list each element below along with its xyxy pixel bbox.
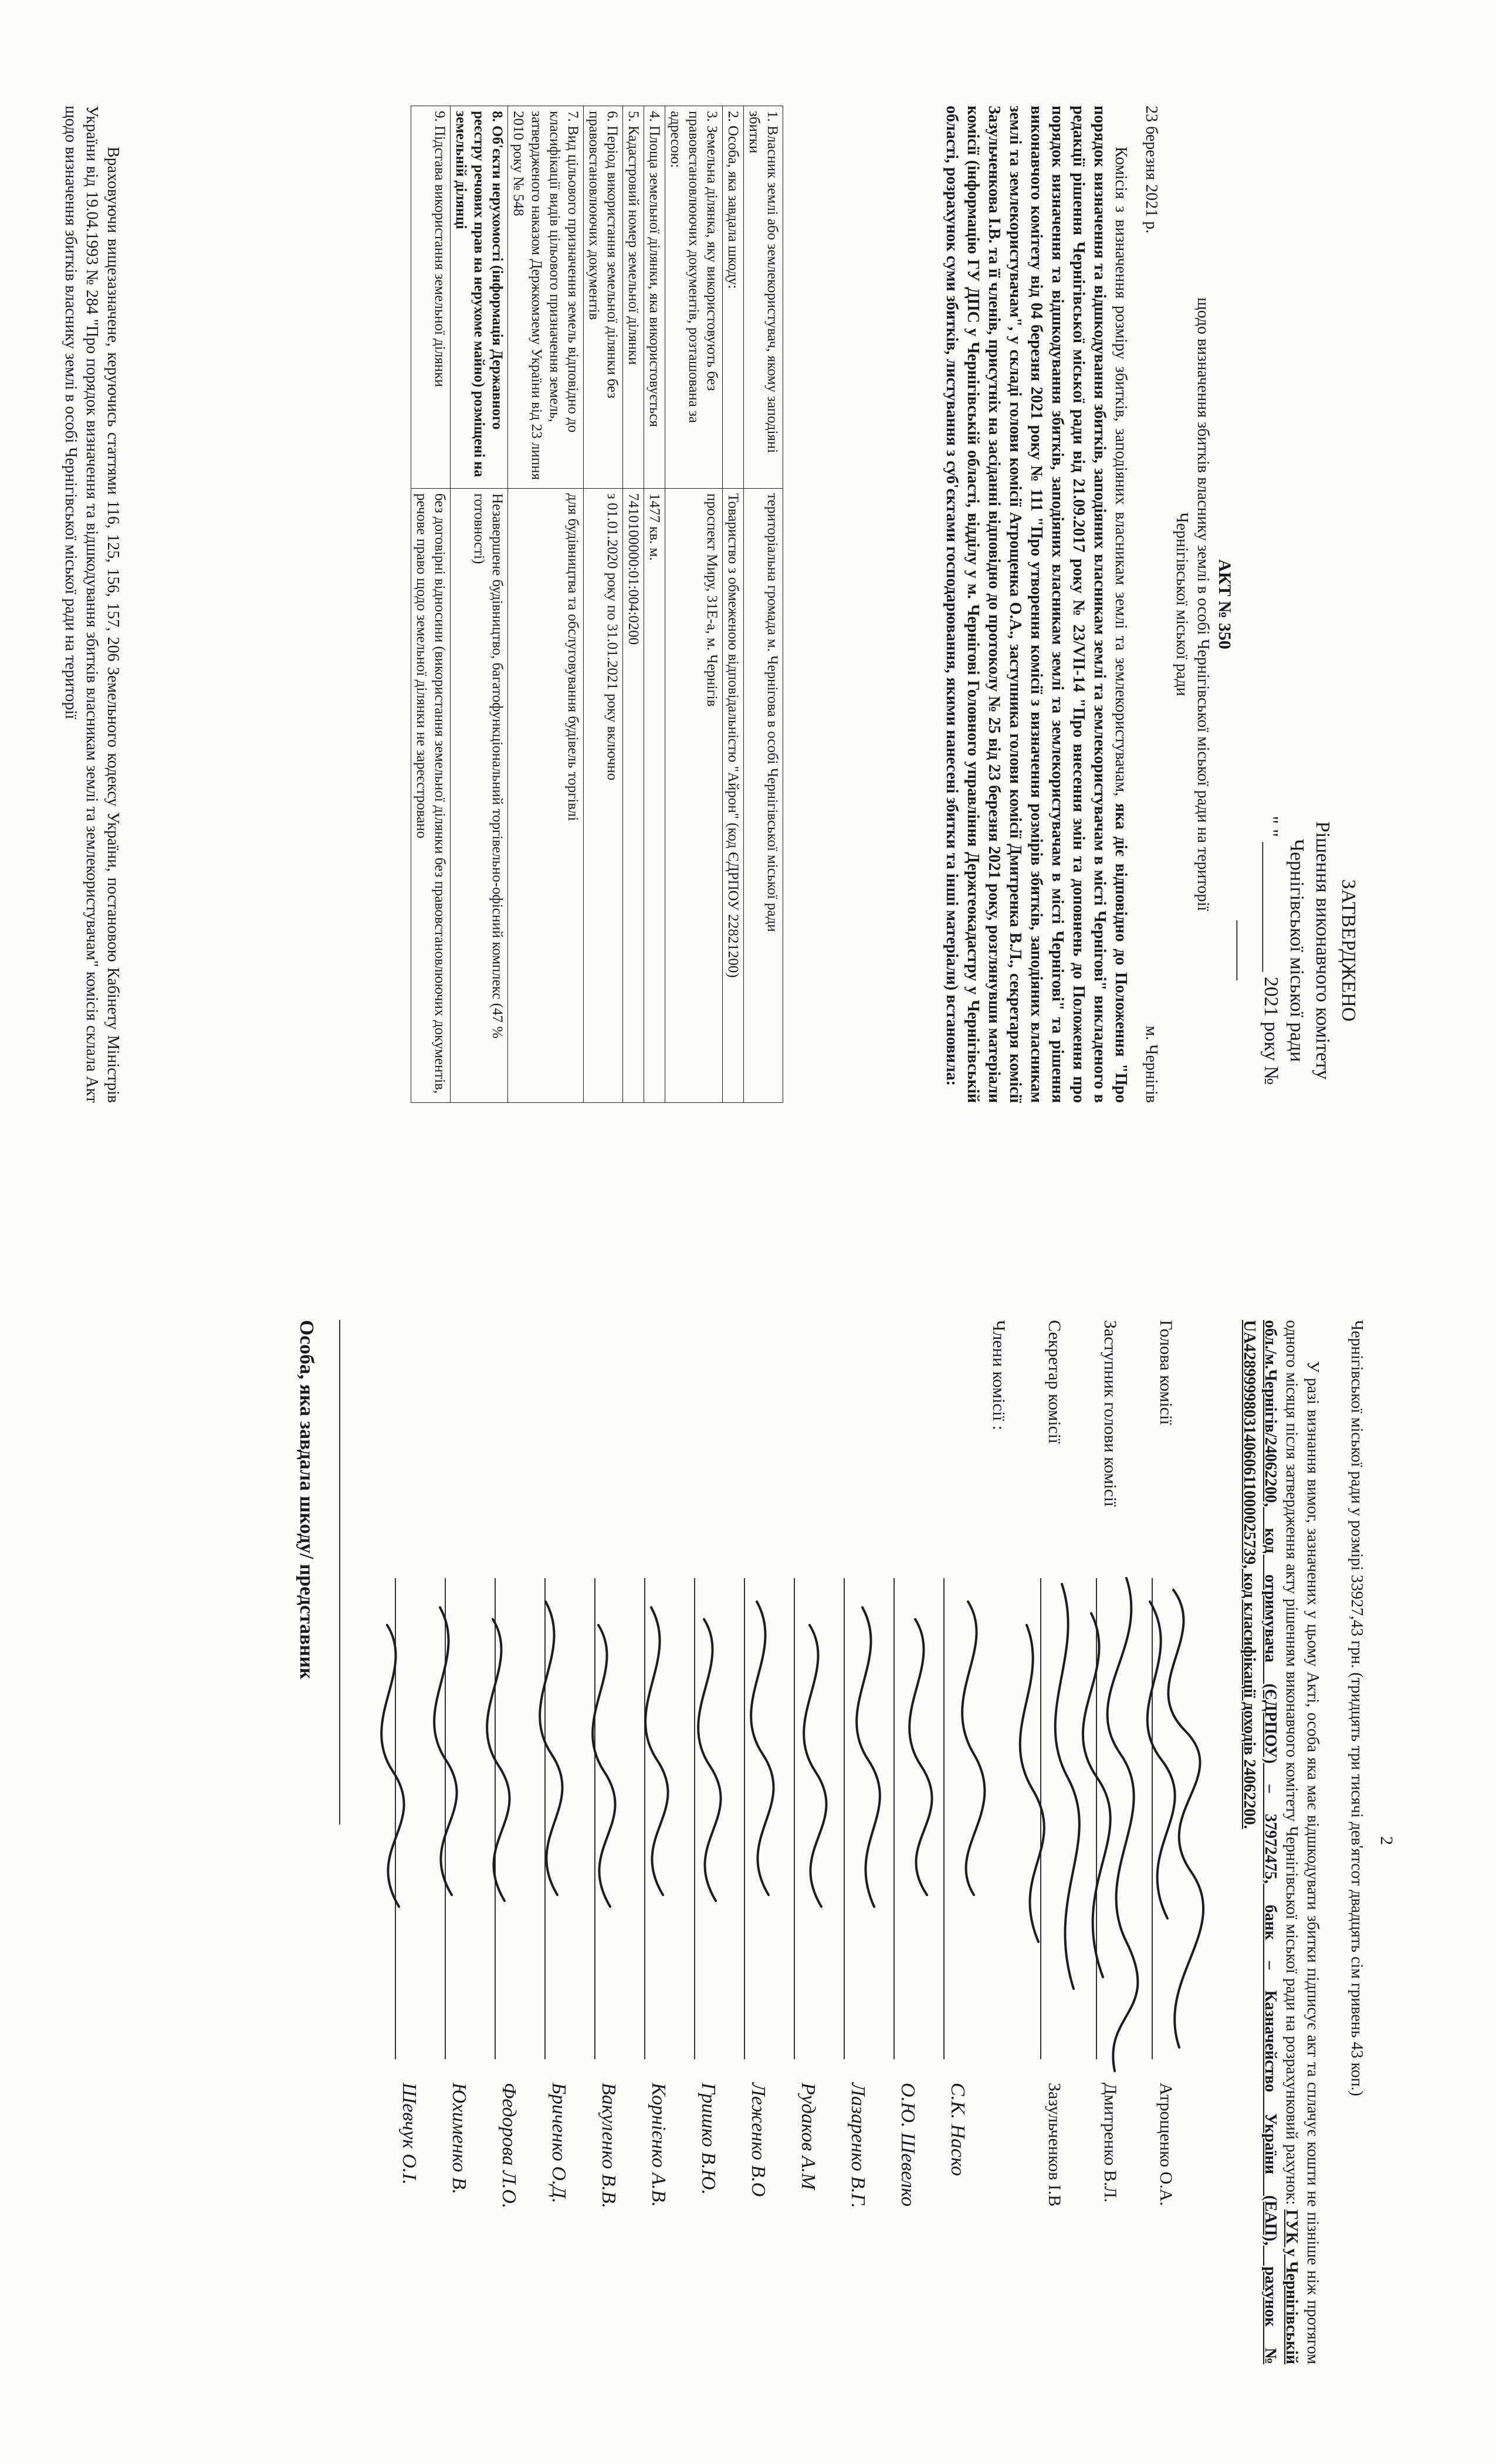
signature-stroke (487, 1619, 509, 1901)
members-role: Члени комісії : (989, 1320, 1008, 1431)
table-row (665, 106, 723, 1103)
signature-stroke (1108, 1578, 1138, 2071)
page-two (0, 1320, 1496, 2364)
intro-paragraph (941, 106, 1131, 1103)
table-value: для будівництва та обслуговування будівель торгівлі (508, 488, 584, 1102)
intro-body: яка діє відповідно до Положення "Про порядок визначення та відшкодування збитків, заподіяних власникам землі та землекористувачам в місті Чернігові" викладеного в редакції рішення Чернігівської міської ради від 21.09.2017 року № 23/VII-14 "Про внесення змін та доповнень до Положення про порядок визначення та відшкодування збитків, заподіяних власникам землі та землекористувачам в місті Чернігові" та рішення виконавчого комітету від 04 березня 2021 року № 111 "Про утворення комісії з визначення розмірів збитків, заподіяних власникам землі та землекористувачам", у складі голови комісії Атрощенка О.А., заступника голови комісії Дмитренка В.Л., секретаря комісії Зазульченкова І.В. та її членів, присутніх на засіданні відповідно до протоколу № 25 від 23 березня 2021 року, розглянувши матеріали комісії (інформацію ГУ ДПС у Чернігівській області, відділу у м. Чернігові Головного управління Держгеокадастру у Чернігівській області, розрахунок суми збитків, листування з суб'єктами господарювання, якими нанесені збитки та інші матеріали) встановила: (943, 106, 1130, 1104)
member-name: Гришко В.Ю. (698, 2083, 719, 2195)
table-key: 8. Об'єкти нерухомості (інформація Державного реєстру речових прав на нерухоме майно) розміщені на земельній ділянці (451, 106, 508, 489)
amount-paragraph: Чернігівської міської ради у розмірі 33927,43 грн. (тридцять три тисячі дев'ятсот двадцять сім гривень 43 коп.) (1348, 1320, 1366, 2096)
act-date: 23 березня 2021 р. (1142, 106, 1160, 233)
member-name: С.К. Наско (947, 2083, 969, 2177)
member-name: Юхименко В. (448, 2083, 470, 2195)
act-subtitle-1: щодо визначення збитків власнику землі в особі Чернігівської міської ради на території (1194, 297, 1212, 911)
approval-title: ЗАТВЕРДЖЕНО (1338, 879, 1359, 1022)
table-row (744, 106, 783, 1103)
table-row (723, 106, 744, 1103)
signature-stroke (698, 1619, 720, 1901)
table-key: 3. Земельна ділянка, яку використовують без правовстановлюючих документів, розташована за адресою: (665, 106, 723, 489)
member-name: Вакуленко В.В. (598, 2083, 620, 2209)
deputy-role: Заступник голови комісії (1101, 1320, 1120, 1507)
table-row (451, 106, 508, 1103)
signature-stroke (540, 1602, 562, 1895)
table-value: 1477 кв. м. (644, 488, 665, 1102)
table-value: Незавершене будівництво, багатофункціональний торгівельно-офісний комплекс (47 % готовності) (451, 488, 508, 1102)
table-row (508, 106, 584, 1103)
page-number: 2 (1377, 1836, 1396, 1845)
payment-paragraph (1238, 1320, 1323, 2364)
table-key: 5. Кадастровий номер земельної ділянки (623, 106, 644, 489)
table-value: 7410100000:01:004:0200 (623, 488, 644, 1102)
signature-stroke (1055, 1584, 1079, 1989)
secretary-name: Зазульченков І.В (1045, 2083, 1064, 2207)
secretary-role: Секретар комісії (1045, 1320, 1064, 1444)
offender-label: Особа, яка завдала шкоду/ представник (296, 1320, 317, 1680)
signature-stroke (381, 1625, 404, 1907)
member-name: Рудаков А.М (797, 2083, 819, 2190)
signature-stroke (804, 1625, 826, 1907)
approval-stamp (1232, 798, 1361, 1103)
member-name: Бриченко О.Д. (548, 2083, 570, 2204)
signature-stroke (1148, 1602, 1175, 1918)
handwritten-signatures (340, 1566, 1220, 2094)
table-row (584, 106, 623, 1103)
table-value: з 01.01.2020 року по 31.01.2021 року включно (584, 488, 623, 1102)
signature-stroke (1168, 1590, 1203, 2047)
table-key: 4. Площа земельної ділянки, яка використовується (644, 106, 665, 489)
signature-stroke (434, 1607, 456, 1895)
deputy-name: Дмитренко В.Л. (1101, 2083, 1120, 2203)
member-name: Леженко В.О (747, 2083, 769, 2197)
act-city: м. Чернігів (1142, 1025, 1160, 1103)
conclusion-paragraph: Враховуючи вищезазначене, керуючись статтями 116, 125, 156, 157, 206 Земельного кодексу України, постановою Кабінету Міністрів України від 19.04.1993 № 284 "Про порядок визначення та відшкодування збитків власникам землі та землекористувачам" комісія склала Акт щодо визначення збитків власнику землі в особі Чернігівської міської ради на території (62, 106, 122, 1103)
table-row (411, 106, 451, 1103)
intro-lead: Комісія з визначення розміру збитків, заподіяних власникам землі та землекористувачам, (1112, 147, 1130, 797)
page-one (0, 106, 1496, 1103)
signature-stroke (593, 1625, 615, 1907)
details-table (411, 106, 783, 1103)
signature-stroke (857, 1607, 880, 1907)
table-row (623, 106, 644, 1103)
table-value: без договірні відносини (використання земельної ділянки без правовстановлюючих документів, речове право щодо земельної ділянки не зареєстровано (411, 488, 451, 1102)
table-key: 7. Вид цільового призначення земель відповідно до класифікації видів цільового призначення земель, затвердженого наказом Держкомзему України від 23 липня 2010 року № 548 (508, 106, 584, 489)
approval-line-3: " " _____________ 2021 року № ______ (1234, 815, 1282, 1085)
table-value: проспект Миру, 31Е-а, м. Чернігів (665, 488, 723, 1102)
signature-stroke (751, 1602, 773, 1895)
table-key: 2. Особа, яка завдала шкоду: (723, 106, 744, 489)
table-key: 9. Підстава використання земельної ділянки (411, 106, 451, 489)
table-value: Товариство з обмеженою відповідальністю "Айрон" (код ЄДРПОУ 22821200) (723, 488, 744, 1102)
signature-stroke (645, 1607, 668, 1895)
table-row (644, 106, 665, 1103)
approval-line-1: Рішення виконавчого комітету (1312, 821, 1333, 1080)
signature-stroke (1020, 1625, 1044, 1942)
bank-details: ГУК у Чернігівській обл./м.Чернігів/24062200, код отримувача (ЄДРПОУ) – 37972475, банк – Казначейство України (ЕАП), рахунок № UA428999980314060611000025739, код класифікації доходів 24062200. (1240, 1320, 1301, 2365)
member-name: Корнієнко А.В. (648, 2083, 669, 2207)
member-name: Лазаренко В.Г. (847, 2083, 869, 2208)
signature-stroke (962, 1602, 984, 1895)
member-name: Шевчук О.І. (398, 2083, 420, 2185)
table-key: 1. Власник землі або землекористувач, якому заподіяні збитки (744, 106, 783, 489)
head-role: Голова комісії (1156, 1320, 1176, 1425)
table-key: 6. Період використання земельної ділянки без правовстановлюючих документів (584, 106, 623, 489)
member-name: О.Ю. Шевелко (897, 2083, 919, 2207)
signature-stroke (1083, 1613, 1111, 1977)
member-name: Федорова Л.О. (498, 2083, 520, 2209)
act-number: АКТ № 350 (1215, 559, 1234, 649)
table-value: територіальна громада м. Чернігова в особі Чернігівської міської ради (744, 488, 783, 1102)
signature-stroke (909, 1619, 932, 1895)
head-name: Атрощенко О.А. (1156, 2083, 1176, 2206)
approval-line-2: Чернігівської міської ради (1286, 838, 1308, 1062)
act-subtitle-2: Чернігівської міської ради (1173, 512, 1191, 696)
payment-text: У разі визнання вимог, зазначених у цьому Акті, особа яка має відшкодувати збитки підписує акт та сплачує кошти не пізніше ніж протягом одного місяця після затвердження акту рішенням виконавчого комітету Чернігівської міської ради на розрахунковий рахунок: (1282, 1320, 1322, 2364)
